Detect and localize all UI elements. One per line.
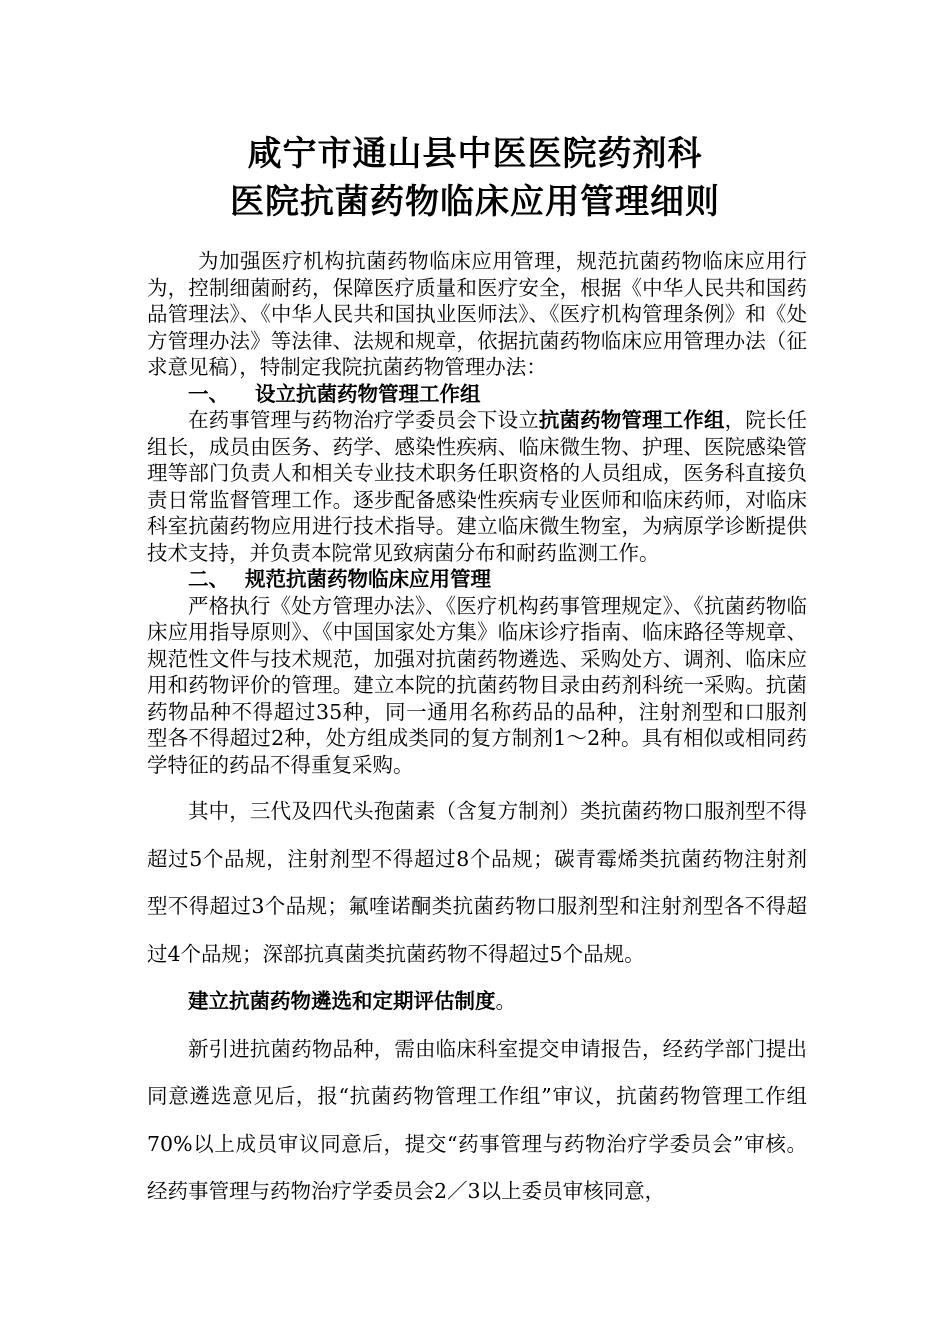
limits-paragraph: 其中，三代及四代头孢菌素（含复方制剂）类抗菌药物口服剂型不得超过5个品规，注射剂型不得超过8个品规；碳青霉烯类抗菌药物注射剂型不得超过3个品规；氟喹诺酮类抗菌药物口服剂型和注射剂型各不得超过4个品规；深部抗真菌类抗菌药物不得超过5个品规。 — [147, 799, 807, 966]
system-paragraph — [147, 978, 807, 1026]
system-paragraph-end: 。 — [495, 989, 516, 1013]
section1-heading — [147, 381, 807, 408]
document-body-loose — [147, 788, 807, 1216]
new-drug-paragraph: 新引进抗菌药物品种，需由临床科室提交申请报告，经药学部门提出同意遴选意见后，报“抗菌药物管理工作组”审议，抗菌药物管理工作组70%以上成员审议同意后，提交“药事管理与药物治疗学委员会”审核。经药事管理与药物治疗学委员会2／3以上委员审核同意， — [147, 1036, 807, 1203]
section2-heading — [147, 566, 807, 593]
system-paragraph-bold: 建立抗菌药物遴选和定期评估制度 — [188, 989, 496, 1013]
section1-number: 一、 — [188, 381, 229, 406]
section1-paragraph — [147, 407, 807, 566]
section1-paragraph-part1: 在药事管理与药物治疗学委员会下设立 — [188, 408, 539, 432]
document-title-line1: 咸宁市通山县中医医院药剂科 — [247, 134, 703, 174]
section2-heading-text: 规范抗菌药物临床应用管理 — [245, 567, 491, 591]
section2-paragraph: 严格执行《处方管理办法》、《医疗机构药事管理规定》、《抗菌药物临床应用指导原则》、《中国国家处方集》临床诊疗指南、临床路径等规章、规范性文件与技术规范，加强对抗菌药物遴选、采购处方、调剂、临床应用和药物评价的管理。建立本院的抗菌药物目录由药剂科统一采购。抗菌药物品种不得超过35种，同一通用名称药品的品种，注射剂型和口服剂型各不得超过2种，处方组成类同的复方制剂1～2种。具有相似或相同药学特征的药品不得重复采购。 — [147, 593, 807, 777]
section1-heading-text: 设立抗菌药物管理工作组 — [255, 381, 481, 406]
document-body-dense — [147, 248, 807, 778]
document-title-line2: 医院抗菌药物临床应用管理细则 — [230, 182, 720, 222]
section2-number: 二、 — [188, 567, 229, 591]
section1-paragraph-bold: 抗菌药物管理工作组 — [538, 408, 725, 432]
intro-paragraph: 为加强医疗机构抗菌药物临床应用管理，规范抗菌药物临床应用行为，控制细菌耐药，保障医疗质量和医疗安全，根据《中华人民共和国药品管理法》、《中华人民共和国执业医师法》、《医疗机构管理条例》和《处方管理办法》等法律、法规和规章，依据抗菌药物临床应用管理办法（征求意见稿），特制定我院抗菌药物管理办法： — [147, 249, 807, 379]
section1-paragraph-part2: ，院长任组长，成员由医务、药学、感染性疾病、临床微生物、护理、医院感染管理等部门负责人和相关专业技术职务任职资格的人员组成，医务科直接负责日常监督管理工作。逐步配备感染性疾病专业医师和临床药师，对临床科室抗菌药物应用进行技术指导。建立临床微生物室，为病原学诊断提供技术支持，并负责本院常见致病菌分布和耐药监测工作。 — [147, 408, 808, 565]
